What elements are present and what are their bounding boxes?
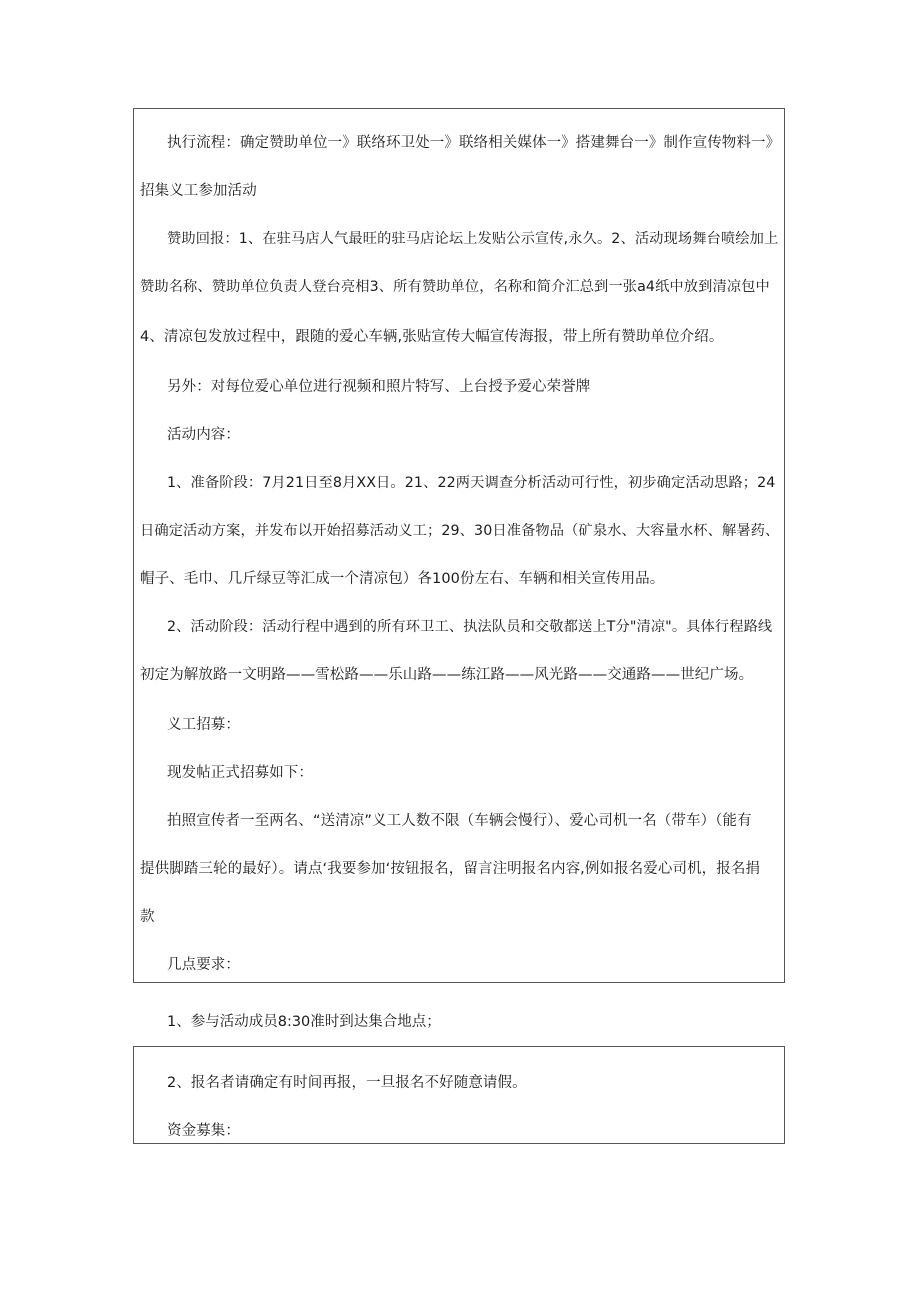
text-line: 1、参与活动成员8:30准时到达集合地点； [167, 1014, 441, 1030]
section-heading: 资金募集： [167, 1123, 240, 1139]
text-line: 另外：对每位爱心单位进行视频和照片特写、上台授予爱心荣誉牌 [167, 379, 591, 395]
text-line: 赞助名称、赞助单位负责人登台亮相3、所有赞助单位，名称和简介汇总到一张a4纸中放到清凉包中 [140, 279, 770, 295]
text-line: 招集义工参加活动 [140, 183, 257, 199]
text-line: 初定为解放路一文明路——雪松路——乐山路——练江路——风光路——交通路——世纪广场。 [140, 667, 754, 683]
text-line: 款 [140, 909, 155, 925]
text-line: 2、活动阶段：活动行程中遇到的所有环卫工、执法队员和交敬都送上T分"清凉"。具体行程路线 [167, 619, 773, 635]
text-line: 提供脚踏三轮的最好）。请点‘我要参加‘按钮报名，留言注明报名内容,例如报名爱心司机，报名捐 [140, 861, 761, 877]
text-line: 赞助回报：1、在驻马店人气最旺的驻马店论坛上发贴公示宣传,永久。2、活动现场舞台喷绘加上 [167, 231, 779, 247]
text-line: 1、准备阶段：7月21日至8月XX日。21、22两天调查分析活动可行性，初步确定活动思路；24 [167, 475, 776, 491]
text-line: 日确定活动方案，并发布以开始招募活动义工；29、30日准备物品（矿泉水、大容量水杯、解暑药、 [140, 523, 780, 539]
text-line: 2、报名者请确定有时间再报，一旦报名不好随意请假。 [167, 1075, 527, 1091]
content-box-2 [133, 1046, 785, 1144]
text-line: 帽子、毛巾、几斤绿豆等汇成一个清凉包）各100份左右、车辆和相关宣传用品。 [140, 571, 665, 587]
text-line: 拍照宣传者一至两名、“送清凉”义工人数不限（车辆会慢行）、爱心司机一名（带车）（能有 [167, 813, 752, 829]
section-heading: 义工招募： [167, 717, 240, 733]
text-line: 执行流程：确定赞助单位一》联络环卫处一》联络相关媒体一》搭建舞台一》制作宣传物料一》 [167, 135, 781, 151]
text-line: 4、清凉包发放过程中，跟随的爱心车辆,张贴宣传大幅宣传海报，带上所有赞助单位介绍。 [140, 329, 724, 345]
section-heading: 活动内容： [167, 427, 240, 443]
content-box-1 [133, 108, 785, 983]
section-heading: 几点要求： [167, 957, 240, 973]
text-line: 现发帖正式招募如下： [167, 765, 313, 781]
